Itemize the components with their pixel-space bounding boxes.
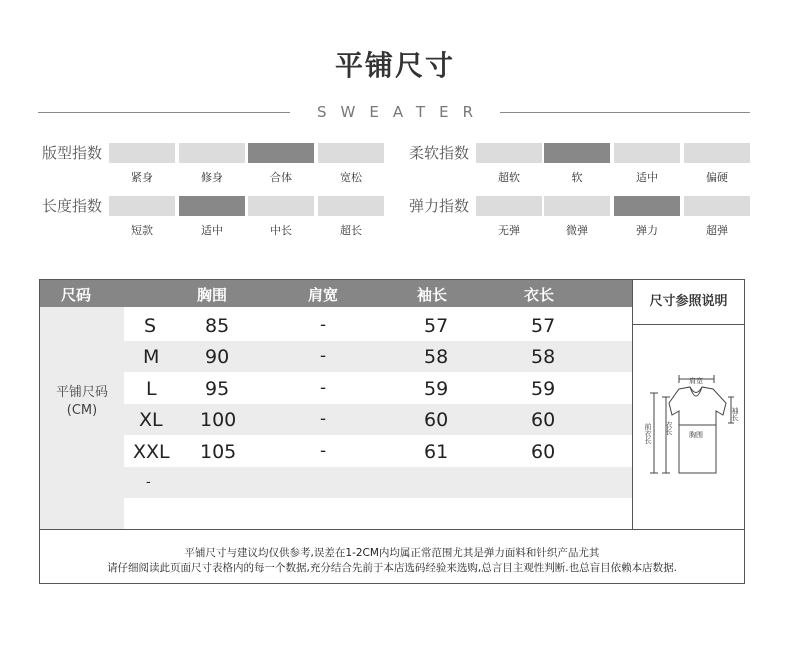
footnote	[40, 529, 744, 583]
sweater-diagram	[633, 325, 743, 525]
table-row	[124, 467, 632, 498]
softness-index-segment	[544, 143, 610, 163]
header-chest: 胸围	[197, 286, 228, 304]
elasticity-index-option: 超弹	[706, 224, 728, 237]
fit-index-segment	[179, 143, 245, 163]
elasticity-index-segment	[684, 196, 750, 216]
cell-chest: 105	[200, 441, 237, 463]
table-side-label	[40, 307, 124, 529]
cell-length: 57	[531, 315, 556, 337]
length-index-segment	[179, 196, 245, 216]
cell-chest: 95	[205, 378, 230, 400]
footnote-line1: 平铺尺寸与建议均仅供参考,误差在1-2CM内均属正常范围尤其是弹力面料和针织产品尤其	[184, 547, 600, 559]
header-size: 尺码	[61, 286, 92, 304]
divider-left	[38, 112, 290, 113]
cell-sleeve: 61	[424, 441, 449, 463]
cell-size: M	[143, 346, 160, 368]
cell-chest: 90	[205, 346, 230, 368]
elasticity-index-option: 微弹	[566, 224, 588, 237]
cell-shoulder: -	[320, 315, 327, 335]
length-index-option: 适中	[201, 224, 223, 237]
table-row	[124, 373, 632, 404]
cell-shoulder: -	[320, 441, 327, 461]
elasticity-index-option: 无弹	[498, 224, 520, 237]
side-label-line2: (CM)	[66, 403, 98, 418]
fit-index-option: 合体	[270, 171, 292, 184]
softness-index-option: 超软	[498, 171, 520, 184]
header-shoulder: 肩宽	[308, 286, 339, 304]
table-header	[40, 280, 632, 307]
softness-index-label: 柔软指数	[409, 144, 470, 162]
reference-title: 尺寸参照说明	[632, 280, 744, 325]
fit-index-option: 宽松	[340, 171, 362, 184]
cell-chest: 85	[205, 315, 230, 337]
cell-size: XL	[139, 409, 163, 431]
fit-index-label: 版型指数	[42, 144, 103, 162]
softness-index-option: 适中	[636, 171, 658, 184]
softness-index-option: 偏硬	[706, 171, 728, 184]
page-title: 平铺尺寸	[334, 49, 455, 82]
table-row	[124, 404, 632, 435]
cell-size: S	[144, 315, 157, 337]
cell-sleeve: 57	[424, 315, 449, 337]
softness-index-option: 软	[571, 171, 583, 184]
elasticity-index-segment	[544, 196, 610, 216]
side-label-line1: 平铺尺码	[55, 385, 108, 400]
header-sleeve: 袖长	[417, 286, 448, 304]
cell-sleeve: 58	[424, 346, 449, 368]
length-index-segment	[318, 196, 384, 216]
length-index-option: 超长	[340, 224, 362, 237]
fit-index-segment	[318, 143, 384, 163]
cell-shoulder: -	[320, 409, 327, 429]
footnote-line2: 请仔细阅读此页面尺寸表格内的每一个数据,充分结合先前于本店选码经验来选购,总言目主观性判断.也总盲目依赖本店数据.	[107, 562, 677, 574]
reference-diagram-panel	[632, 325, 744, 529]
divider-right	[500, 112, 750, 113]
header-length: 衣长	[524, 286, 555, 304]
diagram-label-chest: 胸围	[689, 431, 703, 439]
fit-index-option: 修身	[201, 171, 223, 184]
table-row	[124, 436, 632, 467]
elasticity-index-segment	[614, 196, 680, 216]
cell-size: -	[146, 475, 151, 490]
cell-length: 60	[531, 409, 556, 431]
softness-index-segment	[476, 143, 542, 163]
fit-index-option: 紧身	[131, 171, 153, 184]
cell-length: 59	[531, 378, 556, 400]
table-row	[124, 341, 632, 372]
elasticity-index-segment	[476, 196, 542, 216]
size-table	[39, 279, 745, 584]
length-index-label: 长度指数	[42, 197, 103, 215]
table-row	[124, 310, 632, 341]
cell-sleeve: 59	[424, 378, 449, 400]
diagram-label-shoulder: 肩宽	[689, 377, 703, 385]
length-index-segment	[248, 196, 314, 216]
cell-length: 58	[531, 346, 556, 368]
fit-index-segment	[109, 143, 175, 163]
diagram-label-sleeve: 袖长	[731, 407, 739, 421]
elasticity-index-option: 弹力	[636, 224, 658, 237]
cell-chest: 100	[200, 409, 237, 431]
softness-index-segment	[614, 143, 680, 163]
cell-shoulder: -	[320, 378, 327, 398]
length-index-segment	[109, 196, 175, 216]
cell-sleeve: 60	[424, 409, 449, 431]
cell-length: 60	[531, 441, 556, 463]
cell-shoulder: -	[320, 346, 327, 366]
cell-size: L	[146, 378, 157, 400]
softness-index-segment	[684, 143, 750, 163]
length-index-option: 中长	[270, 224, 292, 237]
elasticity-index-label: 弹力指数	[409, 197, 470, 215]
diagram-label-length: 衣长	[665, 421, 673, 435]
cell-size: XXL	[133, 441, 170, 463]
page-subtitle: SWEATER	[317, 103, 487, 121]
length-index-option: 短款	[131, 224, 153, 237]
diagram-label-front-length: 前衣长	[644, 423, 652, 444]
fit-index-segment	[248, 143, 314, 163]
